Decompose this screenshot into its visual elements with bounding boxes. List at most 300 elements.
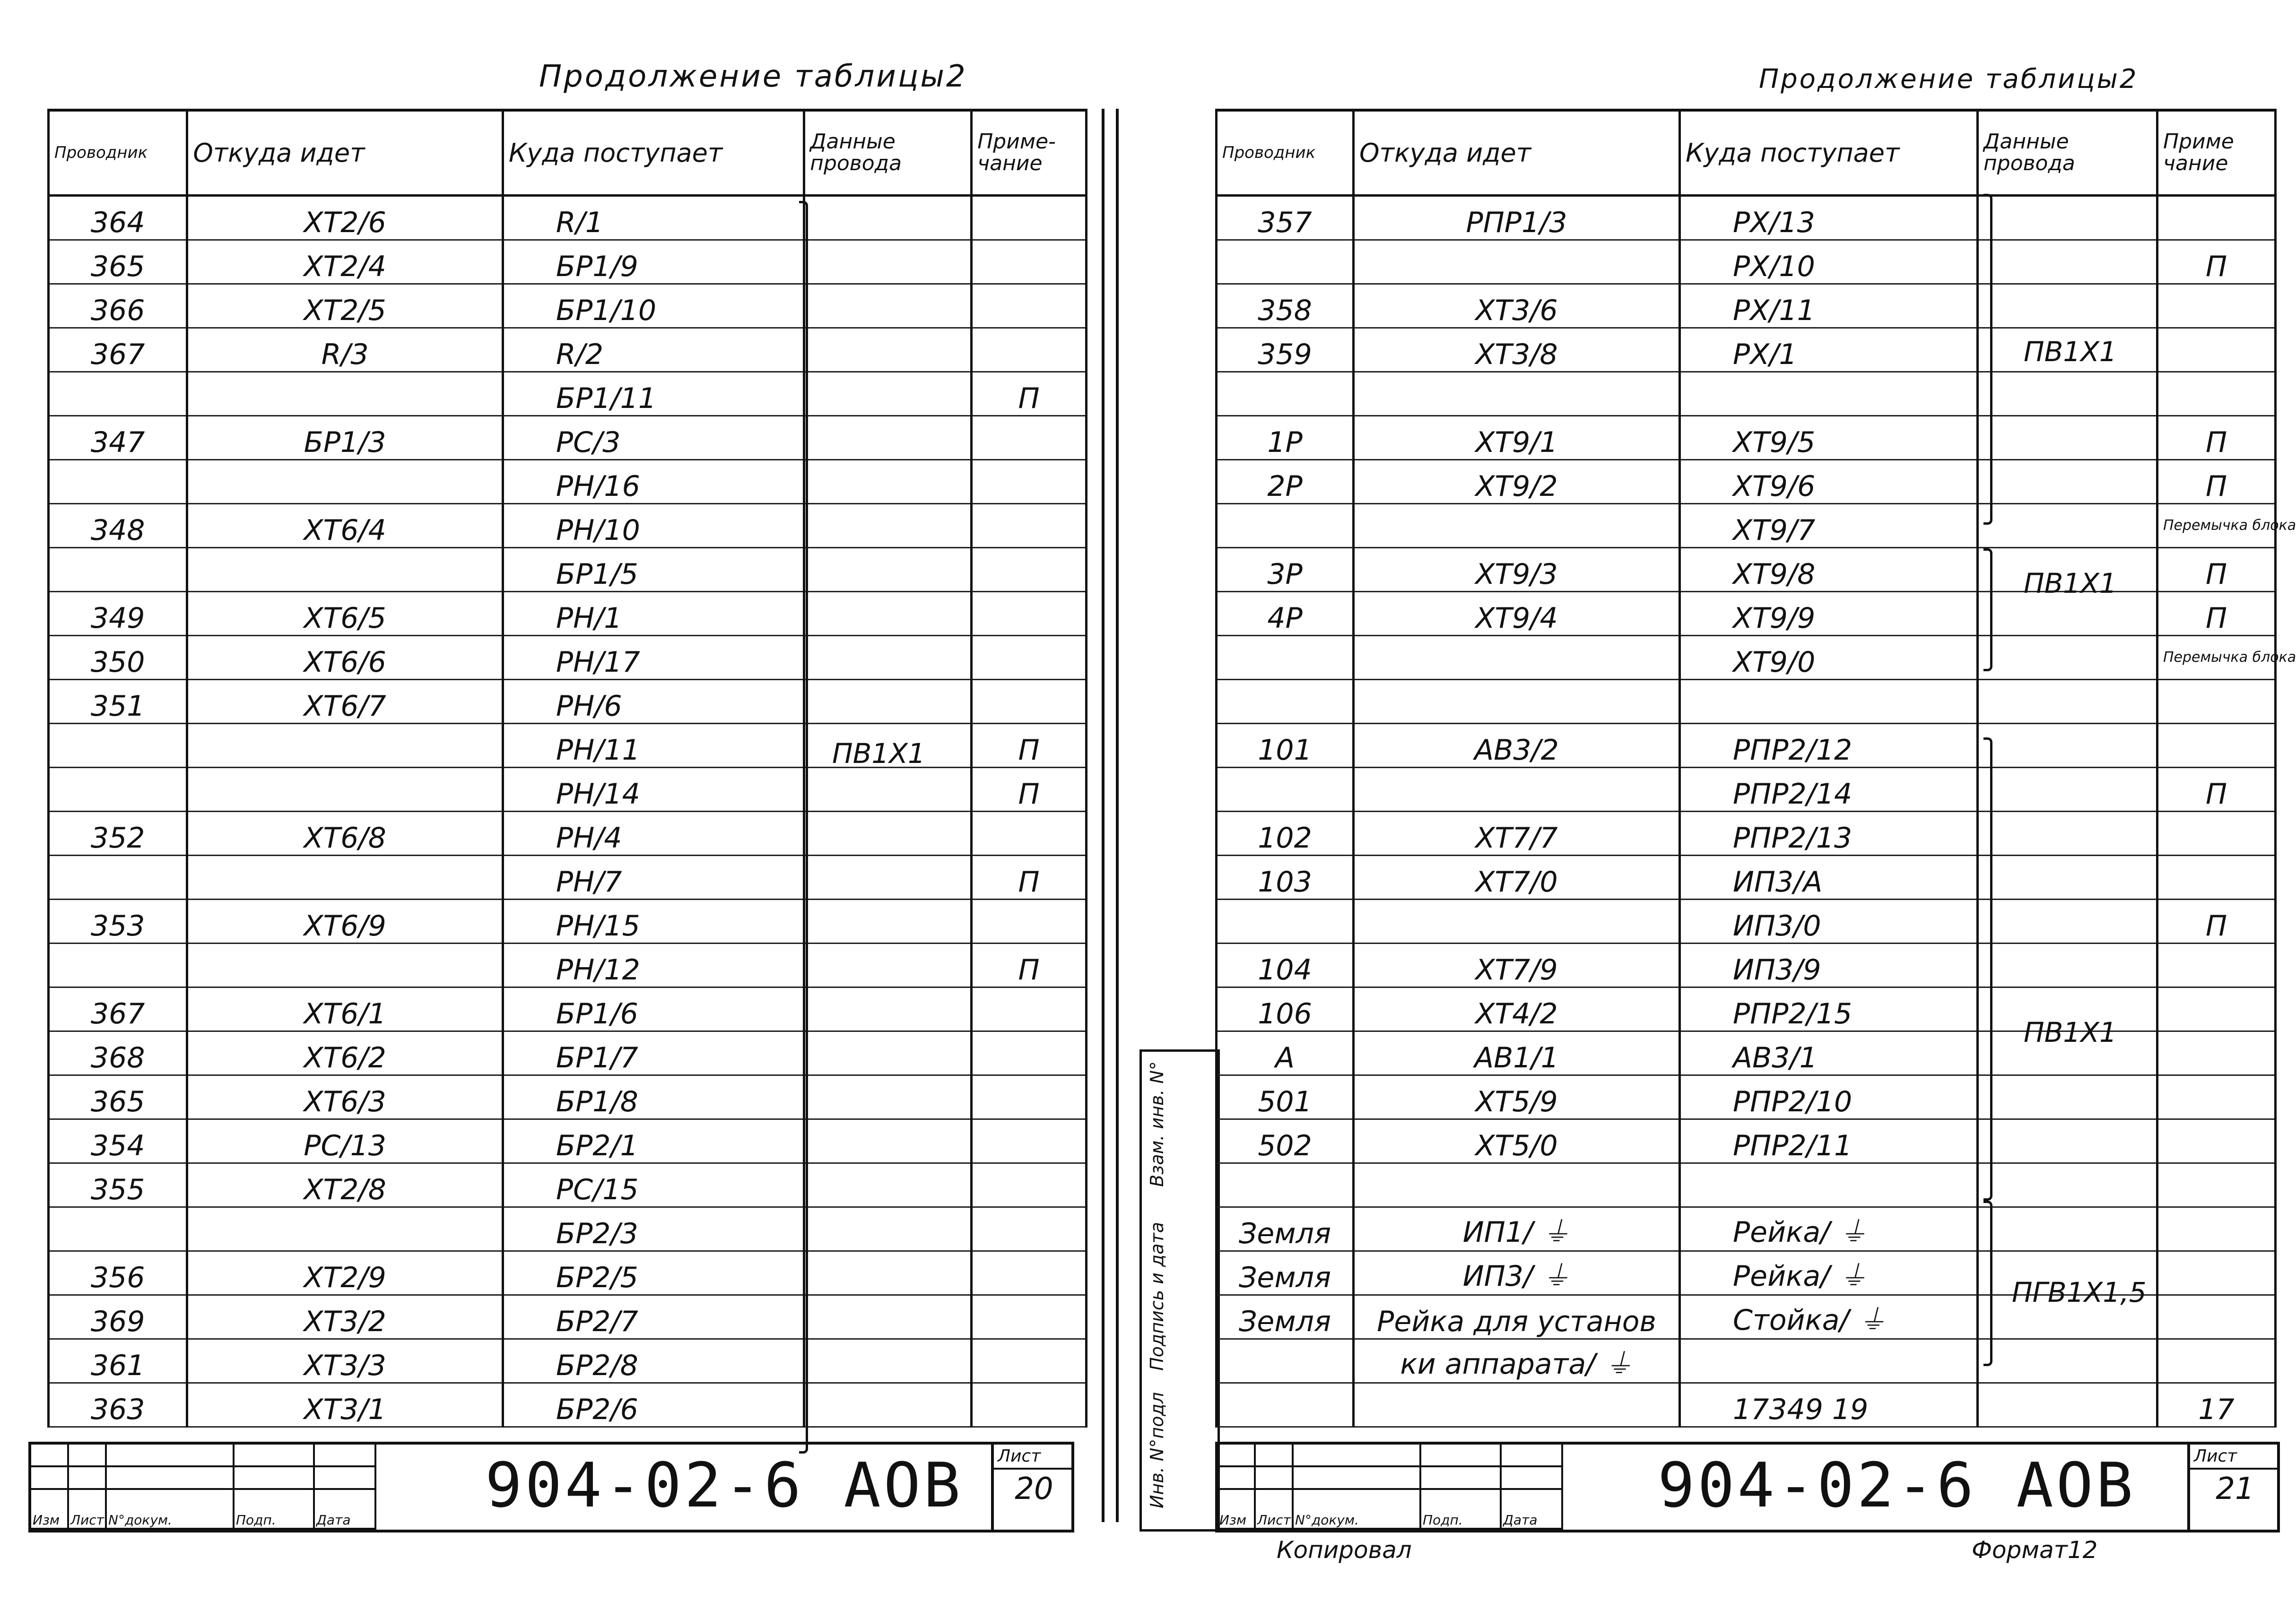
table-row <box>1217 899 2276 943</box>
cell-conductor <box>1217 1339 1354 1383</box>
left-sheet-label: Лист <box>994 1445 1074 1470</box>
cell-from: XT3/2 <box>187 1295 503 1339</box>
cell-note <box>972 1339 1087 1383</box>
cell-to: РН/6 <box>503 679 804 723</box>
cell-conductor: 363 <box>49 1383 187 1427</box>
table-row <box>49 767 1087 811</box>
cell-wire <box>1978 855 2157 899</box>
titleblock-cell <box>315 1467 376 1490</box>
cell-conductor: 359 <box>1217 328 1354 372</box>
cell-conductor: 103 <box>1217 855 1354 899</box>
cell-wire <box>804 635 972 679</box>
cell-to: РПР2/15 <box>1680 987 1978 1031</box>
cell-conductor <box>49 943 187 987</box>
cell-from: ИП3/ ⏚ <box>1354 1251 1680 1295</box>
cell-conductor: 349 <box>49 591 187 635</box>
cell-from: XT6/3 <box>187 1075 503 1119</box>
cell-conductor: 368 <box>49 1031 187 1075</box>
cell-to: РН/15 <box>503 899 804 943</box>
cell-from <box>1354 1163 1680 1207</box>
cell-to: Рейка/ ⏚ <box>1680 1251 1978 1295</box>
cell-to: РХ/13 <box>1680 195 1978 240</box>
cell-conductor <box>49 372 187 416</box>
r-col-to: Куда поступает <box>1680 110 1978 195</box>
cell-from: XT5/9 <box>1354 1075 1680 1119</box>
right-wire-label-1: ПВ1Х1 <box>2024 336 2117 368</box>
table-row <box>49 372 1087 416</box>
cell-conductor <box>1217 1163 1354 1207</box>
cell-note <box>2157 723 2276 767</box>
cell-conductor <box>1217 635 1354 679</box>
cell-conductor <box>49 547 187 591</box>
cell-note: П <box>972 943 1087 987</box>
cell-from: XT5/0 <box>1354 1119 1680 1163</box>
cell-conductor <box>1217 240 1354 284</box>
cell-from: XT4/2 <box>1354 987 1680 1031</box>
table-row <box>1217 679 2276 723</box>
sheet-divider-left <box>1102 109 1105 1522</box>
cell-wire <box>1978 240 2157 284</box>
cell-note <box>972 987 1087 1031</box>
cell-note <box>2157 1207 2276 1251</box>
cell-conductor: 367 <box>49 328 187 372</box>
cell-from <box>187 1207 503 1251</box>
titleblock-label: Изм <box>31 1490 69 1530</box>
cell-conductor: 2Р <box>1217 459 1354 503</box>
cell-conductor: 350 <box>49 635 187 679</box>
cell-conductor: 354 <box>49 1119 187 1163</box>
table-row <box>49 591 1087 635</box>
cell-to: БР2/1 <box>503 1119 804 1163</box>
titleblock-cell <box>1502 1467 1563 1490</box>
cell-wire <box>804 1163 972 1207</box>
cell-conductor: 348 <box>49 503 187 547</box>
table-row <box>49 679 1087 723</box>
titleblock-label: Лист <box>69 1490 107 1530</box>
cell-wire <box>804 1075 972 1119</box>
cell-to: R/1 <box>503 195 804 240</box>
cell-wire <box>804 240 972 284</box>
titleblock-cell <box>107 1467 235 1490</box>
cell-wire <box>1978 899 2157 943</box>
cell-from <box>187 372 503 416</box>
cell-wire <box>1978 284 2157 328</box>
table-row <box>49 899 1087 943</box>
cell-conductor <box>1217 503 1354 547</box>
cell-from: ки аппарата/ ⏚ <box>1354 1339 1680 1383</box>
cell-from: XT9/3 <box>1354 547 1680 591</box>
cell-from: XT7/7 <box>1354 811 1680 855</box>
titleblock-label: Дата <box>315 1490 376 1530</box>
cell-conductor: 365 <box>49 1075 187 1119</box>
cell-from: РПР1/3 <box>1354 195 1680 240</box>
right-sheet-label: Лист <box>2190 1445 2280 1470</box>
cell-note <box>2157 372 2276 416</box>
left-sheet-box <box>991 1445 1074 1530</box>
cell-wire <box>804 1251 972 1295</box>
right-doc-number: 904-02-6 АОВ <box>1658 1449 2136 1521</box>
cell-wire <box>1978 811 2157 855</box>
cell-to: РС/3 <box>503 416 804 459</box>
cell-wire <box>1978 1075 2157 1119</box>
cell-note: П <box>972 372 1087 416</box>
cell-from: XT3/6 <box>1354 284 1680 328</box>
left-caption: Продолжение таблицы2 <box>539 59 967 94</box>
table-row <box>1217 195 2276 240</box>
cell-to: РС/15 <box>503 1163 804 1207</box>
cell-note <box>2157 1163 2276 1207</box>
cell-note: П <box>2157 591 2276 635</box>
titleblock-cell <box>107 1445 235 1467</box>
cell-to: XT9/8 <box>1680 547 1978 591</box>
cell-note: П <box>972 723 1087 767</box>
cell-note <box>2157 328 2276 372</box>
cell-wire <box>804 284 972 328</box>
cell-from: РС/13 <box>187 1119 503 1163</box>
col-wire: Данные провода <box>804 110 972 195</box>
r-col-note: Приме чание <box>2157 110 2276 195</box>
table-row <box>1217 1207 2276 1251</box>
cell-conductor <box>1217 679 1354 723</box>
titleblock-cell <box>1256 1467 1294 1490</box>
cell-from <box>187 855 503 899</box>
cell-note <box>2157 1031 2276 1075</box>
cell-note: П <box>2157 767 2276 811</box>
cell-from <box>1354 503 1680 547</box>
cell-from: XT6/7 <box>187 679 503 723</box>
cell-to: БР1/7 <box>503 1031 804 1075</box>
cell-to: ИП3/0 <box>1680 899 1978 943</box>
cell-conductor: 366 <box>49 284 187 328</box>
cell-from <box>1354 635 1680 679</box>
cell-to: РН/11 <box>503 723 804 767</box>
titleblock-label: Лист <box>1256 1490 1294 1530</box>
cell-to: XT9/0 <box>1680 635 1978 679</box>
cell-conductor <box>1217 372 1354 416</box>
table-row <box>1217 1119 2276 1163</box>
cell-note <box>972 1207 1087 1251</box>
table-row <box>1217 284 2276 328</box>
cell-from: XT2/4 <box>187 240 503 284</box>
right-brace-4 <box>1983 1201 1992 1366</box>
titleblock-cell <box>31 1467 69 1490</box>
cell-to: БР1/11 <box>503 372 804 416</box>
cell-from: XT9/4 <box>1354 591 1680 635</box>
titleblock-cell <box>69 1445 107 1467</box>
col-conductor: Проводник <box>49 110 187 195</box>
cell-to: РХ/1 <box>1680 328 1978 372</box>
cell-note <box>972 1031 1087 1075</box>
cell-to: РН/14 <box>503 767 804 811</box>
sheet-divider-right <box>1116 109 1119 1522</box>
table-row <box>1217 1383 2276 1427</box>
cell-conductor <box>49 767 187 811</box>
cell-wire <box>804 811 972 855</box>
titleblock-cell <box>1294 1445 1421 1467</box>
cell-wire <box>1978 1119 2157 1163</box>
cell-note <box>2157 1075 2276 1119</box>
table-row <box>1217 943 2276 987</box>
cell-to: РН/7 <box>503 855 804 899</box>
table-row <box>49 459 1087 503</box>
cell-note <box>972 1251 1087 1295</box>
table-row <box>49 1163 1087 1207</box>
titleblock-cell <box>69 1467 107 1490</box>
cell-to: БР2/7 <box>503 1295 804 1339</box>
cell-from: XT3/3 <box>187 1339 503 1383</box>
cell-wire <box>1978 459 2157 503</box>
cell-note: Перемычка блока <box>2157 635 2276 679</box>
titleblock-label: Подп. <box>235 1490 315 1530</box>
cell-note <box>972 899 1087 943</box>
table-row <box>1217 372 2276 416</box>
table-row <box>49 284 1087 328</box>
cell-conductor <box>1217 767 1354 811</box>
cell-to: XT9/5 <box>1680 416 1978 459</box>
cell-to <box>1680 1339 1978 1383</box>
cell-from: XT3/8 <box>1354 328 1680 372</box>
cell-wire <box>1978 767 2157 811</box>
cell-from: АВ1/1 <box>1354 1031 1680 1075</box>
cell-from: XT6/9 <box>187 899 503 943</box>
cell-wire <box>804 1295 972 1339</box>
cell-note <box>972 195 1087 240</box>
table-row <box>49 811 1087 855</box>
cell-conductor: А <box>1217 1031 1354 1075</box>
cell-note <box>2157 811 2276 855</box>
cell-wire <box>804 899 972 943</box>
right-sheet-number: 21 <box>2216 1472 2254 1506</box>
cell-from: XT6/2 <box>187 1031 503 1075</box>
table-row <box>49 987 1087 1031</box>
cell-conductor: 358 <box>1217 284 1354 328</box>
cell-from: R/3 <box>187 328 503 372</box>
cell-conductor: 353 <box>49 899 187 943</box>
cell-note <box>972 284 1087 328</box>
cell-note <box>972 240 1087 284</box>
table-row <box>1217 1163 2276 1207</box>
left-wire-brace <box>799 201 808 1454</box>
cell-from: XT6/6 <box>187 635 503 679</box>
cell-to: РН/10 <box>503 503 804 547</box>
cell-wire <box>804 1383 972 1427</box>
cell-wire <box>804 855 972 899</box>
cell-note <box>972 811 1087 855</box>
cell-conductor: 361 <box>49 1339 187 1383</box>
cell-wire <box>1978 1339 2157 1383</box>
table-row <box>1217 723 2276 767</box>
cell-wire <box>804 1339 972 1383</box>
cell-to <box>1680 372 1978 416</box>
cell-wire <box>804 1031 972 1075</box>
cell-note <box>972 1075 1087 1119</box>
cell-conductor: 364 <box>49 195 187 240</box>
cell-to: РПР2/14 <box>1680 767 1978 811</box>
titleblock-label: Изм <box>1218 1490 1256 1530</box>
right-titleblock <box>1215 1442 2280 1532</box>
cell-note: Перемычка блока <box>2157 503 2276 547</box>
cell-to <box>1680 1163 1978 1207</box>
footer-format: Формат12 <box>1972 1536 2098 1564</box>
strip-sign-date: Подпись и дата <box>1147 1222 1167 1371</box>
table-row <box>1217 635 2276 679</box>
cell-from <box>1354 679 1680 723</box>
right-brace-1 <box>1983 194 1992 525</box>
cell-to: Стойка/ ⏚ <box>1680 1295 1978 1339</box>
cell-wire <box>1978 1383 2157 1427</box>
cell-conductor: 357 <box>1217 195 1354 240</box>
cell-note <box>972 547 1087 591</box>
cell-wire <box>804 679 972 723</box>
cell-from <box>187 547 503 591</box>
right-sheet-box <box>2187 1445 2280 1530</box>
titleblock-cell <box>235 1467 315 1490</box>
cell-note: П <box>2157 459 2276 503</box>
cell-to: XT9/6 <box>1680 459 1978 503</box>
r-col-wire: Данные провода <box>1978 110 2157 195</box>
cell-to: БР2/8 <box>503 1339 804 1383</box>
cell-from: XT9/2 <box>1354 459 1680 503</box>
cell-conductor: 356 <box>49 1251 187 1295</box>
cell-to: ИП3/9 <box>1680 943 1978 987</box>
cell-note <box>972 1383 1087 1427</box>
cell-wire <box>804 1119 972 1163</box>
cell-note <box>972 503 1087 547</box>
cell-from: XT6/8 <box>187 811 503 855</box>
right-brace-3 <box>1983 737 1992 1201</box>
col-note: Приме-чание <box>972 110 1087 195</box>
left-table <box>47 109 1087 1428</box>
titleblock-label: Подп. <box>1421 1490 1502 1530</box>
cell-conductor: 355 <box>49 1163 187 1207</box>
cell-wire <box>804 416 972 459</box>
cell-conductor: 352 <box>49 811 187 855</box>
table-row <box>49 328 1087 372</box>
table-row <box>49 943 1087 987</box>
cell-note <box>2157 987 2276 1031</box>
cell-to: РН/12 <box>503 943 804 987</box>
cell-from <box>1354 899 1680 943</box>
right-wire-label-3: ПВ1Х1 <box>2024 1016 2117 1048</box>
titleblock-label: Дата <box>1502 1490 1563 1530</box>
cell-note: П <box>2157 899 2276 943</box>
col-from: Откуда идет <box>187 110 503 195</box>
cell-to: РН/4 <box>503 811 804 855</box>
cell-conductor: Земля <box>1217 1207 1354 1251</box>
cell-note <box>2157 195 2276 240</box>
table-row <box>49 1119 1087 1163</box>
cell-note <box>2157 1339 2276 1383</box>
cell-from: XT7/0 <box>1354 855 1680 899</box>
cell-wire <box>1978 943 2157 987</box>
cell-conductor: 365 <box>49 240 187 284</box>
cell-from: ИП1/ ⏚ <box>1354 1207 1680 1251</box>
strip-inv-orig: Инв. N°подл <box>1147 1392 1167 1508</box>
cell-conductor: 501 <box>1217 1075 1354 1119</box>
table-row <box>49 547 1087 591</box>
table-row <box>1217 416 2276 459</box>
titleblock-cell <box>1218 1445 1256 1467</box>
cell-wire <box>1978 1207 2157 1251</box>
cell-to: РХ/11 <box>1680 284 1978 328</box>
cell-to: РН/16 <box>503 459 804 503</box>
cell-to: БР2/5 <box>503 1251 804 1295</box>
cell-note <box>2157 679 2276 723</box>
cell-conductor: 104 <box>1217 943 1354 987</box>
cell-wire <box>804 547 972 591</box>
cell-wire <box>804 195 972 240</box>
titleblock-cell <box>1218 1467 1256 1490</box>
cell-to: БР1/9 <box>503 240 804 284</box>
cell-from: Рейка для установ <box>1354 1295 1680 1339</box>
cell-wire <box>804 987 972 1031</box>
cell-to <box>1680 679 1978 723</box>
titleblock-cell <box>1421 1467 1502 1490</box>
cell-from: БР1/3 <box>187 416 503 459</box>
cell-from <box>1354 240 1680 284</box>
cell-conductor: Земля <box>1217 1251 1354 1295</box>
cell-note <box>972 328 1087 372</box>
cell-wire <box>804 459 972 503</box>
cell-note: П <box>2157 547 2276 591</box>
right-table-body <box>1217 195 2296 1427</box>
cell-to: РПР2/11 <box>1680 1119 1978 1163</box>
table-row <box>49 855 1087 899</box>
cell-note <box>2157 855 2276 899</box>
cell-conductor <box>1217 899 1354 943</box>
cell-wire <box>804 1207 972 1251</box>
table-row <box>1217 767 2276 811</box>
cell-conductor <box>49 459 187 503</box>
cell-conductor: Земля <box>1217 1295 1354 1339</box>
cell-conductor: 106 <box>1217 987 1354 1031</box>
titleblock-cell <box>1294 1467 1421 1490</box>
cell-note: 17 <box>2157 1383 2276 1427</box>
strip-replace-inv: Взам. инв. N° <box>1147 1061 1167 1187</box>
cell-to: АВ3/1 <box>1680 1031 1978 1075</box>
right-brace-2 <box>1983 548 1992 671</box>
left-titleblock <box>28 1442 1074 1532</box>
cell-to: БР2/3 <box>503 1207 804 1251</box>
titleblock-label: N°докум. <box>1294 1490 1421 1530</box>
titleblock-cell <box>315 1445 376 1467</box>
cell-note <box>972 1295 1087 1339</box>
cell-conductor: 351 <box>49 679 187 723</box>
cell-note: П <box>972 855 1087 899</box>
cell-to: БР1/6 <box>503 987 804 1031</box>
table-row <box>49 195 1087 240</box>
cell-note <box>2157 1295 2276 1339</box>
cell-note <box>972 416 1087 459</box>
r-col-from: Откуда идет <box>1354 110 1680 195</box>
table-row <box>49 503 1087 547</box>
titleblock-label: N°докум. <box>107 1490 235 1530</box>
cell-to: ИП3/А <box>1680 855 1978 899</box>
cell-to: РН/1 <box>503 591 804 635</box>
cell-to: Рейка/ ⏚ <box>1680 1207 1978 1251</box>
cell-from <box>187 723 503 767</box>
cell-to: БР1/10 <box>503 284 804 328</box>
cell-note <box>2157 943 2276 987</box>
table-row <box>1217 1075 2276 1119</box>
table-row <box>49 240 1087 284</box>
titleblock-cell <box>1421 1445 1502 1467</box>
cell-from: XT6/4 <box>187 503 503 547</box>
right-wire-label-4: ПГВ1Х1,5 <box>2012 1276 2147 1308</box>
cell-wire <box>1978 679 2157 723</box>
titleblock-cell <box>235 1445 315 1467</box>
cell-from <box>187 767 503 811</box>
